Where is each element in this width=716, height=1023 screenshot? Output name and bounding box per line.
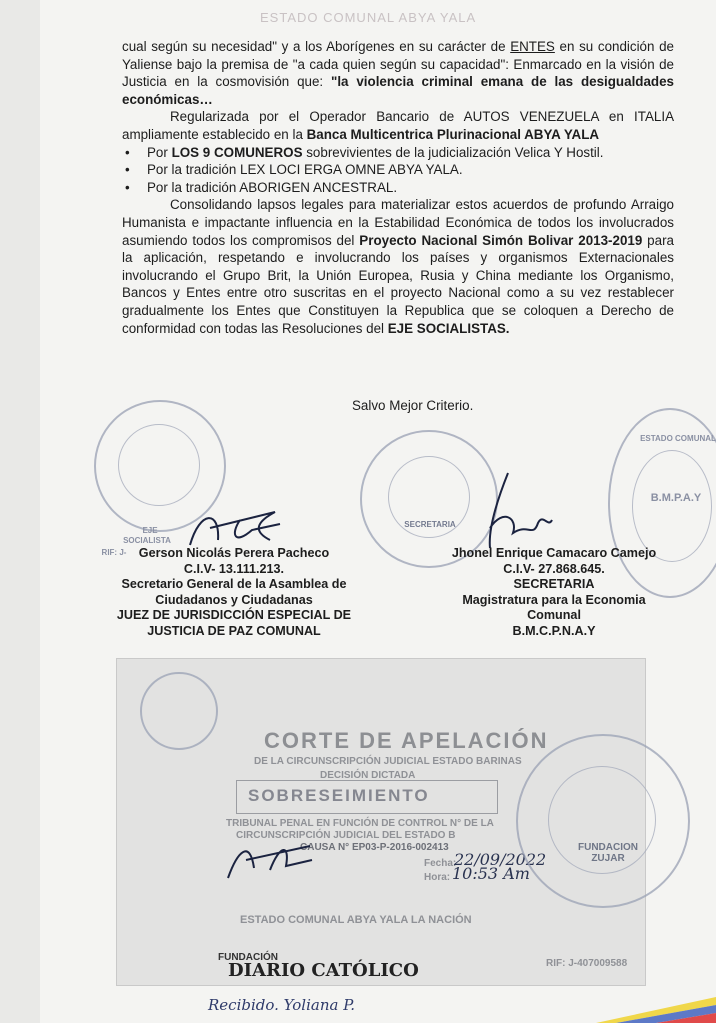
left-stamp-text-2: SOCIALISTA [123, 536, 171, 545]
p2-text: Regularizada por el Operador Bancario de AUTOS VENEZUELA en ITALIA ampliamente establecido en la [122, 109, 674, 142]
court-title: CORTE DE APELACIÓN [264, 728, 549, 753]
right-stamp-text-2: ESTADO COMUNAL [640, 434, 716, 443]
diario-logo: DIARIO CATÓLICO [228, 960, 419, 981]
left-signer-block [104, 546, 364, 640]
p1-text-a: cual según su necesidad" y a los Aborígenes en su carácter de [122, 39, 511, 54]
p3-text-b: para la aplicación, respetando e involucrando los países y organismos Externacionales involucrando el Grupo Brit, la Unión Europea, Rusia y China mediante los Organismo, Bancos y Entes entre otro suscritas en el proyecto Nacional como a su vez restablecer gradualmente los Entes que Constituyen la Republica que se coloquen a Derecho de conformidad con todas las Resoluciones del [122, 232, 674, 336]
hora-value: 10:53 Am [452, 864, 530, 883]
handwritten-received: Recibido. Yoliana P. [208, 996, 356, 1014]
p3-bold-2: EJE SOCIALISTAS. [387, 320, 510, 336]
bullet1-a: Por [147, 144, 172, 160]
center-stamp-text: SECRETARIA [404, 520, 456, 529]
paragraph-3 [122, 196, 674, 337]
court-causa: CAUSA N° EP03-P-2016-002413 [300, 842, 449, 853]
right-signer-id: C.I.V- 27.868.645. [503, 561, 605, 576]
court-left-seal [140, 672, 218, 750]
p3-text-a: Consolidando lapsos legales para materializar estos acuerdos de profundo Arraigo Humanista e impactante influencia en la Estabilidad Económica de todos los involucrados asumiendo todos los compromisos del [122, 197, 674, 248]
center-signature [478, 468, 558, 558]
document-body [122, 38, 674, 337]
left-signer-role-3: JUEZ DE JURISDICCIÓN ESPECIAL DE [116, 608, 352, 623]
right-signer-name: Jhonel Enrique Camacaro Camejo [451, 546, 657, 560]
court-line-4: CIRCUNSCRIPCIÓN JUDICIAL DEL ESTADO B [236, 830, 456, 841]
flag-corner-decoration [596, 963, 716, 1023]
fecha-label: Fecha: [424, 858, 457, 869]
p1-text-b: en su condición de Yaliense bajo la premisa de "a cada quien según su capacidad": Enmarcado en la visión de Justicia en la cosmovisión que: [122, 39, 674, 90]
right-signer-role-2: Magistratura para la Economia [462, 592, 646, 607]
left-signer-role-1: Secretario General de la Asamblea de [121, 577, 347, 592]
bullet-list [122, 144, 674, 197]
diario-logo-top: FUNDACIÓN [218, 952, 278, 963]
bullet1-bold: LOS 9 COMUNEROS [171, 144, 303, 160]
hora-label: Hora: [424, 872, 451, 883]
p1-bold: "la violencia criminal emana de las desigualdades económicas… [122, 74, 674, 107]
right-signer-block [420, 546, 688, 640]
court-round-stamp-text: FUNDACION ZUJAR [578, 842, 638, 864]
court-rif: RIF: J-407009588 [546, 958, 628, 969]
left-signer-name: Gerson Nicolás Perera Pacheco [138, 546, 330, 560]
court-line-5: ESTADO COMUNAL ABYA YALA LA NACIÓN [240, 914, 472, 926]
court-signature [220, 830, 320, 890]
bullet1-b: sobrevivientes de la judicialización Velica Y Hostil. [302, 144, 604, 160]
paragraph-2 [122, 108, 674, 143]
court-right-seal [516, 734, 690, 908]
closing-text: Salvo Mejor Criterio. [352, 398, 474, 413]
bullet-item-2: • Por la tradición LEX LOCI ERGA OMNE ABYA YALA. [122, 161, 674, 179]
bullet-item-3: • Por la tradición ABORIGEN ANCESTRAL. [122, 179, 674, 197]
left-stamp-text-3: RIF: J- [101, 548, 127, 557]
right-stamp-text-1: B.M.P.A.Y [650, 492, 702, 504]
left-signer-role-4: JUSTICIA DE PAZ COMUNAL [147, 623, 321, 638]
court-line-2: DECISIÓN DICTADA [320, 770, 416, 781]
p2-bold: Banca Multicentrica Plurinacional ABYA YALA [306, 126, 600, 142]
left-signer-role-2: Ciudadanos y Ciudadanas [155, 592, 313, 607]
court-line-3: TRIBUNAL PENAL EN FUNCIÓN DE CONTROL N° DE LA [226, 818, 494, 829]
left-stamp-text-1: EJE [142, 526, 158, 535]
left-signer-id: C.I.V- 13.111.213. [183, 561, 285, 576]
sobreseimiento-text: SOBRESEIMIENTO [248, 786, 430, 805]
fecha-value: 22/09/2022 [454, 850, 547, 869]
bullet-item-1 [122, 144, 674, 162]
right-signer-role-4: B.M.C.P.N.A.Y [512, 623, 596, 638]
p3-bold-1: Proyecto Nacional Simón Bolivar 2013-2019 [359, 232, 643, 248]
p1-entes: ENTES [510, 39, 555, 54]
court-line-1: DE LA CIRCUNSCRIPCIÓN JUDICIAL ESTADO BARINAS [254, 756, 522, 767]
paragraph-1 [122, 38, 674, 108]
header-ghost-text: ESTADO COMUNAL ABYA YALA [260, 10, 477, 25]
right-signer-role-1: SECRETARIA [513, 577, 595, 592]
right-signer-role-3: Comunal [527, 608, 581, 623]
